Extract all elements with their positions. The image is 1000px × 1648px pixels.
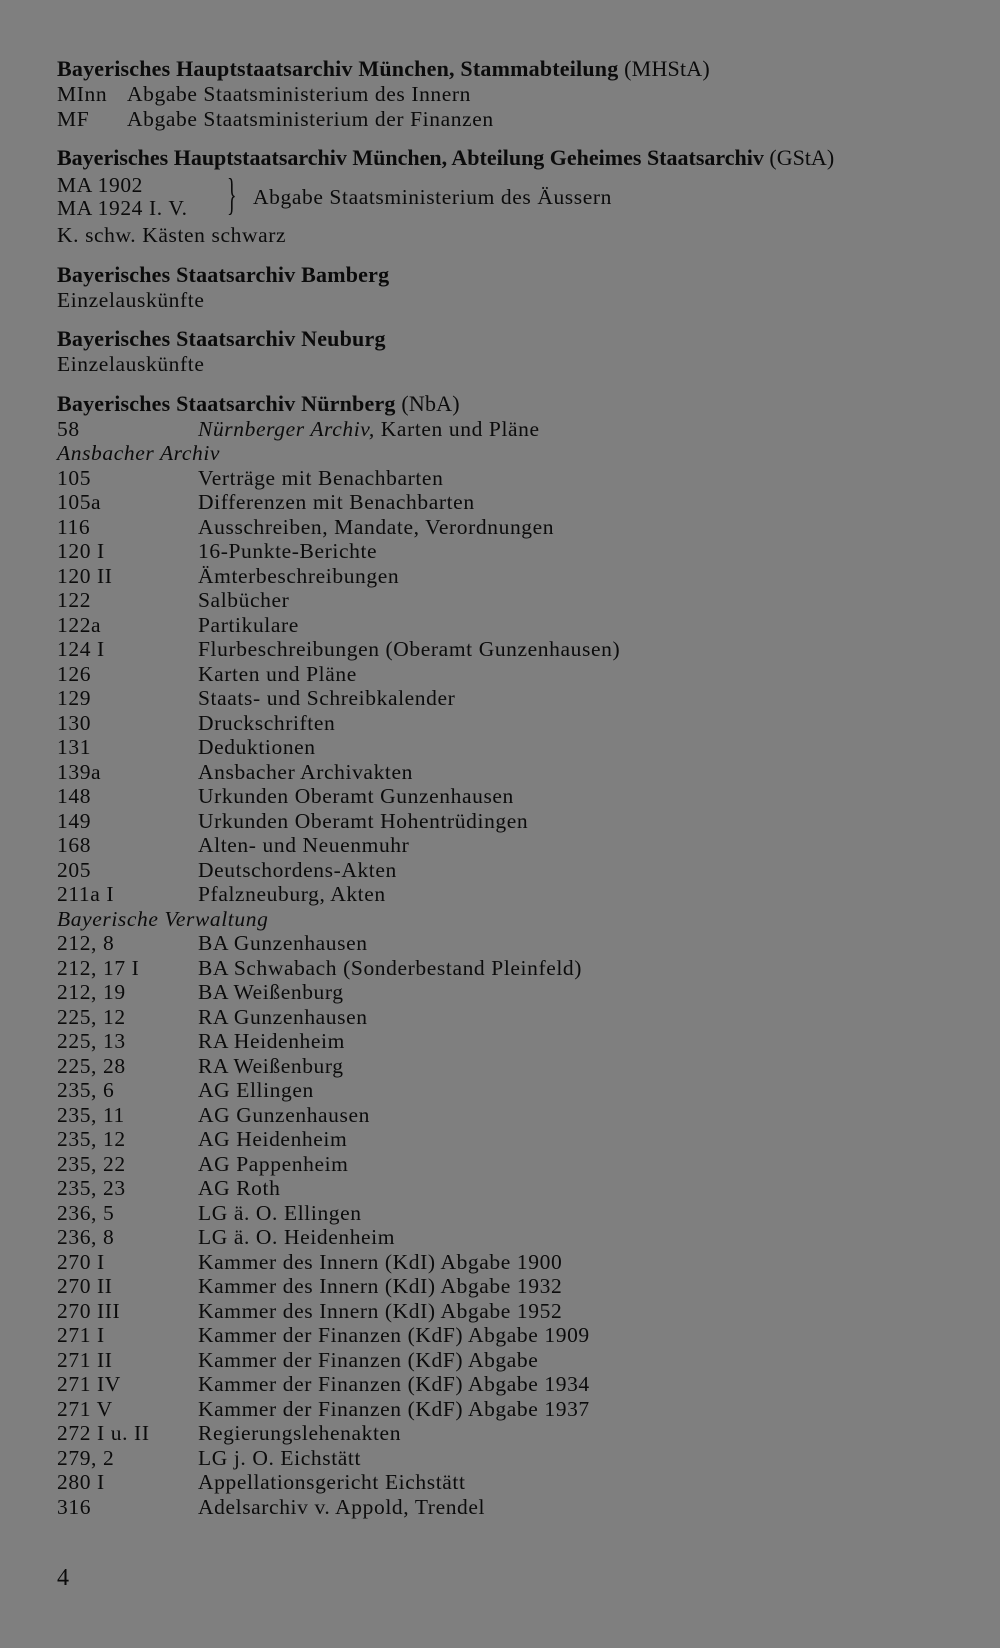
item-text: RA Gunzenhausen: [198, 1004, 368, 1029]
item-text: Verträge mit Benachbarten: [198, 465, 444, 490]
item-number: 270 III: [57, 1298, 121, 1323]
item-number: 205: [57, 857, 92, 882]
table-row: [57, 882, 957, 907]
list-item: [57, 82, 957, 107]
table-row: [57, 980, 957, 1005]
item-number: 168: [57, 833, 92, 857]
item-text: Karten und Pläne: [380, 416, 540, 441]
table-row: [57, 1397, 957, 1422]
item-number: 130: [57, 710, 92, 735]
table-row: [57, 1470, 957, 1495]
item-text: Deduktionen: [198, 735, 316, 759]
heading-abbr: (GStA): [769, 145, 835, 170]
item-text: Kammer des Innern (KdI) Abgabe 1952: [198, 1298, 563, 1323]
item-number: 212, 19: [57, 980, 126, 1004]
item-text: Urkunden Oberamt Hohentrüdingen: [198, 808, 529, 833]
item-number: 58: [57, 416, 80, 441]
item-number: 225, 12: [57, 1004, 126, 1029]
item-text: Kammer der Finanzen (KdF) Abgabe 1909: [198, 1323, 590, 1347]
item-text: 16-Punkte-Berichte: [198, 539, 378, 563]
brace-glyph: }: [227, 170, 237, 219]
item-number: 271 I: [57, 1323, 105, 1347]
item-number: 120 I: [57, 539, 105, 563]
table-row: [57, 637, 957, 662]
table-row: [57, 931, 957, 956]
item-text: AG Roth: [198, 1176, 281, 1200]
item-text: Appellationsgericht Eichstätt: [198, 1470, 466, 1494]
list-item: Einzelauskünfte: [57, 287, 205, 312]
item-number: 212, 8: [57, 931, 115, 955]
item-number: 131: [57, 735, 92, 759]
table-row: [57, 1054, 957, 1079]
table-row: [57, 686, 957, 711]
item-text: BA Gunzenhausen: [198, 931, 368, 955]
section-bamberg: [57, 262, 957, 313]
item-text: Kammer des Innern (KdI) Abgabe 1932: [198, 1274, 563, 1298]
section-mhsta: [57, 56, 957, 131]
item-text: Abgabe Staatsministerium der Finanzen: [127, 106, 494, 131]
item-number: 122a: [57, 612, 102, 637]
item-number: 105: [57, 465, 92, 490]
item-number: 129: [57, 686, 92, 710]
item-text: Pfalzneuburg, Akten: [198, 882, 386, 906]
table-row: [57, 1029, 957, 1054]
item-number: 235, 22: [57, 1151, 126, 1176]
item-text: LG ä. O. Heidenheim: [198, 1225, 396, 1249]
table-row: [57, 760, 957, 785]
table-row: [57, 1299, 957, 1324]
heading-abbr: (NbA): [401, 390, 460, 416]
table-row: [57, 1323, 957, 1348]
ma-group: [57, 171, 957, 223]
table-row: [57, 1348, 957, 1373]
table-row: [57, 1274, 957, 1299]
item-number: 116: [57, 514, 91, 539]
item-number: 270 II: [57, 1274, 113, 1298]
item-text: Ämterbeschreibungen: [198, 563, 400, 588]
item-text: Staats- und Schreibkalender: [198, 686, 456, 710]
item-number: 235, 11: [57, 1102, 125, 1127]
table-row: [57, 515, 957, 540]
item-text: Urkunden Oberamt Gunzenhausen: [198, 784, 514, 808]
document-page: [57, 56, 957, 1519]
item-number: 271 IV: [57, 1372, 121, 1396]
table-row: [57, 1372, 957, 1397]
section-gsta: [57, 145, 957, 248]
item-text: LG ä. O. Ellingen: [198, 1200, 362, 1225]
item-number: 105a: [57, 490, 102, 514]
item-number: 120 II: [57, 563, 113, 588]
item-number: 280 I: [57, 1470, 105, 1494]
item-text: Alten- und Neuenmuhr: [198, 833, 410, 857]
table-row: [57, 711, 957, 736]
table-row: [57, 858, 957, 883]
heading-abbr: (MHStA): [624, 56, 710, 81]
table-row: [57, 1176, 957, 1201]
table-row: [57, 833, 957, 858]
verwaltung-list: [57, 931, 957, 1519]
table-row: [57, 588, 957, 613]
item-number: 236, 8: [57, 1225, 115, 1249]
item-text: Salbücher: [198, 588, 290, 612]
item-text: Kammer der Finanzen (KdF) Abgabe 1937: [198, 1396, 590, 1421]
item-text: Flurbeschreibungen (Oberamt Gunzenhausen): [198, 637, 621, 661]
table-row: [57, 539, 957, 564]
item-text: Ausschreiben, Mandate, Verordnungen: [198, 514, 555, 539]
item-text: Differenzen mit Benachbarten: [198, 490, 475, 514]
table-row: [57, 1495, 957, 1520]
section-heading-bamberg: Bayerisches Staatsarchiv Bamberg: [57, 261, 390, 287]
item-text: RA Heidenheim: [198, 1029, 345, 1053]
list-item: [57, 417, 957, 442]
section-nuernberg: [57, 391, 957, 1520]
item-number: 126: [57, 661, 92, 686]
table-row: [57, 1152, 957, 1177]
item-text: AG Gunzenhausen: [198, 1102, 370, 1127]
item-text: Kammer des Innern (KdI) Abgabe 1900: [198, 1249, 563, 1274]
item-number: 235, 23: [57, 1176, 126, 1200]
item-text: AG Heidenheim: [198, 1127, 348, 1151]
table-row: [57, 1421, 957, 1446]
item-italic: Nürnberger Archiv,: [198, 416, 375, 441]
section-heading-neuburg: Bayerisches Staatsarchiv Neuburg: [57, 326, 386, 351]
subheading-verwaltung: Bayerische Verwaltung: [57, 906, 269, 931]
heading-title: Bayerisches Hauptstaatsarchiv München, Abteilung Geheimes Staatsarchiv: [57, 145, 764, 170]
item-number: 236, 5: [57, 1200, 115, 1225]
ma-description: Abgabe Staatsministerium des Äussern: [253, 185, 612, 209]
list-item: [57, 107, 957, 132]
item-text: Adelsarchiv v. Appold, Trendel: [198, 1494, 486, 1519]
table-row: [57, 956, 957, 981]
item-text: RA Weißenburg: [198, 1053, 344, 1078]
item-number: 279, 2: [57, 1445, 115, 1470]
item-text: Abgabe Staatsministerium des Innern: [127, 82, 472, 106]
section-heading-mhsta: [57, 56, 957, 82]
item-number: 270 I: [57, 1249, 105, 1274]
item-number: 235, 12: [57, 1127, 126, 1151]
item-number: 272 I u. II: [57, 1421, 150, 1445]
table-row: [57, 1446, 957, 1471]
table-row: [57, 784, 957, 809]
ma-code-1924: MA 1924 I. V.: [57, 196, 188, 220]
item-text: BA Schwabach (Sonderbestand Pleinfeld): [198, 955, 583, 980]
item-text: Karten und Pläne: [198, 661, 357, 686]
table-row: [57, 490, 957, 515]
heading-title: Bayerisches Staatsarchiv Nürnberg: [57, 390, 396, 416]
item-number: 139a: [57, 759, 102, 784]
table-row: [57, 809, 957, 834]
item-text: Partikulare: [198, 612, 299, 637]
item-number: 225, 28: [57, 1053, 126, 1078]
page-number: 4: [57, 1565, 69, 1591]
item-text: Regierungslehenakten: [198, 1421, 402, 1445]
table-row: [57, 1225, 957, 1250]
item-code: MF: [57, 106, 90, 131]
item-text: Kammer der Finanzen (KdF) Abgabe: [198, 1347, 539, 1372]
table-row: [57, 1201, 957, 1226]
table-row: [57, 662, 957, 687]
heading-title: Bayerisches Hauptstaatsarchiv München, Stammabteilung: [57, 56, 619, 81]
table-row: [57, 1250, 957, 1275]
table-row: [57, 735, 957, 760]
item-text: Deutschordens-Akten: [198, 857, 397, 882]
item-text: LG j. O. Eichstätt: [198, 1445, 362, 1470]
item-text: BA Weißenburg: [198, 980, 344, 1004]
item-number: 316: [57, 1494, 92, 1519]
item-number: 124 I: [57, 637, 105, 661]
ansbacher-list: [57, 466, 957, 907]
item-text: Ansbacher Archivakten: [198, 759, 413, 784]
item-number: 122: [57, 588, 92, 612]
item-number: 149: [57, 808, 92, 833]
item-number: 235, 6: [57, 1078, 115, 1102]
section-neuburg: [57, 326, 957, 377]
table-row: [57, 1078, 957, 1103]
ma-code-1902: MA 1902: [57, 173, 144, 197]
item-text: AG Pappenheim: [198, 1151, 349, 1176]
item-text: Kammer der Finanzen (KdF) Abgabe 1934: [198, 1372, 590, 1396]
item-number: 225, 13: [57, 1029, 126, 1053]
item-number: 271 II: [57, 1347, 113, 1372]
list-item: Einzelauskünfte: [57, 352, 205, 376]
item-text: AG Ellingen: [198, 1078, 314, 1102]
item-number: 211a I: [57, 882, 115, 906]
section-heading-nuernberg: [57, 391, 957, 417]
item-text: Druckschriften: [198, 710, 336, 735]
table-row: [57, 1103, 957, 1128]
section-heading-gsta: [57, 145, 957, 171]
list-item: K. schw. Kästen schwarz: [57, 223, 287, 247]
item-code: MInn: [57, 82, 108, 106]
table-row: [57, 1127, 957, 1152]
subheading-ansbacher: Ansbacher Archiv: [57, 441, 221, 465]
table-row: [57, 466, 957, 491]
item-number: 271 V: [57, 1396, 113, 1421]
item-number: 212, 17 I: [57, 955, 140, 980]
item-number: 148: [57, 784, 92, 808]
table-row: [57, 613, 957, 638]
table-row: [57, 564, 957, 589]
table-row: [57, 1005, 957, 1030]
